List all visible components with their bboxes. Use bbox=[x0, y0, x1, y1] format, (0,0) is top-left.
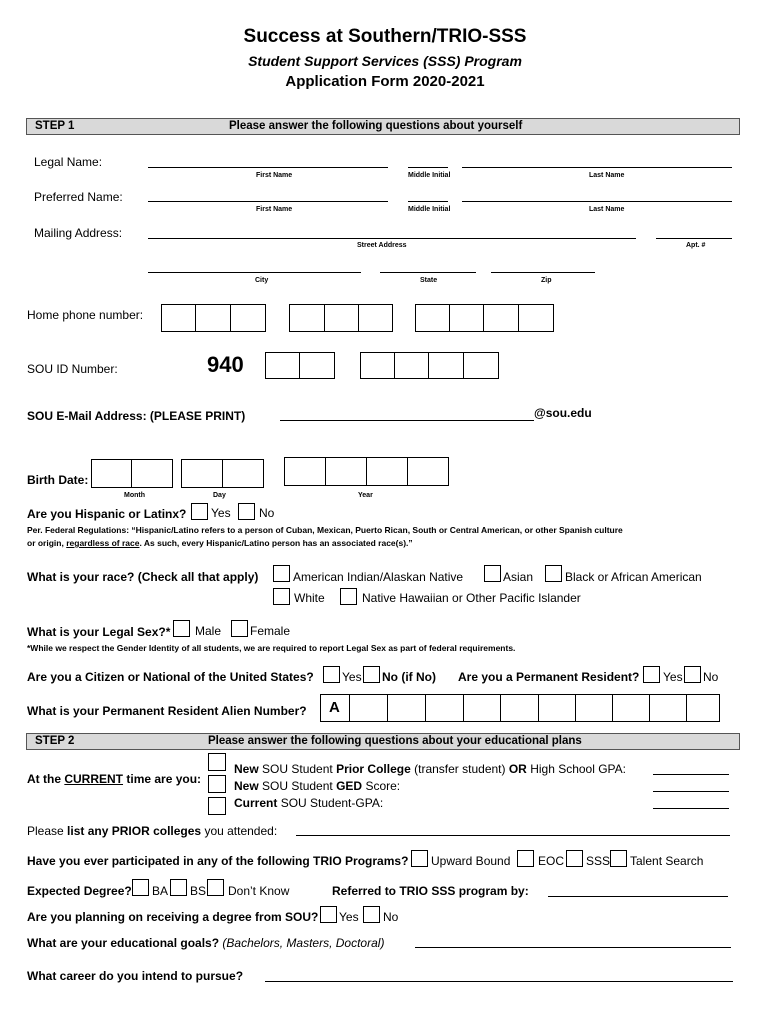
sex-female-label: Female bbox=[250, 624, 291, 638]
sou-id-digit-box[interactable] bbox=[394, 352, 429, 379]
birth-year-box[interactable] bbox=[407, 457, 449, 486]
degree-question: Expected Degree? bbox=[27, 884, 132, 898]
current-text: CURRENT bbox=[64, 772, 124, 786]
trio-upward-bound-checkbox[interactable] bbox=[411, 850, 428, 867]
sou-id-label: SOU ID Number: bbox=[27, 362, 118, 376]
alien-digit-box[interactable] bbox=[686, 694, 720, 722]
referred-label: Referred to TRIO SSS program by: bbox=[332, 884, 529, 898]
sou-id-digit-box[interactable] bbox=[428, 352, 464, 379]
phone-digit-box[interactable] bbox=[230, 304, 266, 332]
phone-digit-box[interactable] bbox=[518, 304, 554, 332]
birth-year-box[interactable] bbox=[325, 457, 367, 486]
legal-sex-question: What is your Legal Sex?* bbox=[27, 625, 171, 639]
phone-digit-box[interactable] bbox=[415, 304, 450, 332]
federal-regulation-note-cont bbox=[27, 538, 413, 548]
opt2-sou-student: SOU Student bbox=[262, 779, 333, 793]
race-question: What is your race? (Check all that apply) bbox=[27, 570, 259, 584]
phone-digit-box[interactable] bbox=[449, 304, 484, 332]
citizen-no-checkbox[interactable] bbox=[363, 666, 380, 683]
trio-talent-search-label: Talent Search bbox=[630, 854, 704, 868]
race-asian-label: Asian bbox=[503, 570, 534, 584]
race-white-label: White bbox=[294, 591, 325, 605]
planning-question: Are you planning on receiving a degree from SOU? bbox=[27, 910, 319, 924]
current-gpa-field[interactable] bbox=[653, 808, 729, 809]
citizen-yes-checkbox[interactable] bbox=[323, 666, 340, 683]
degree-bs-checkbox[interactable] bbox=[170, 879, 187, 896]
alien-digit-box[interactable] bbox=[463, 694, 501, 722]
legal-first-name-field[interactable] bbox=[148, 167, 388, 168]
alien-digit-box[interactable] bbox=[575, 694, 613, 722]
alien-prefix: A bbox=[329, 699, 340, 716]
form-title: Success at Southern/TRIO-SSS bbox=[243, 26, 527, 47]
phone-digit-box[interactable] bbox=[324, 304, 359, 332]
opt1-sou-student: SOU Student bbox=[262, 762, 333, 776]
sou-id-digit-box[interactable] bbox=[360, 352, 395, 379]
degree-dont-know-label: Don’t Know bbox=[228, 884, 290, 898]
prior-attended: you attended: bbox=[204, 824, 278, 838]
phone-digit-box[interactable] bbox=[161, 304, 196, 332]
alien-digit-box[interactable] bbox=[349, 694, 388, 722]
fed-reg-text-c: . As such, every Hispanic/Latino person has an associated race(s).” bbox=[139, 538, 413, 548]
email-suffix: @sou.edu bbox=[534, 406, 592, 420]
time-are-you-text: time are you: bbox=[126, 772, 202, 786]
trio-eoc-checkbox[interactable] bbox=[517, 850, 534, 867]
opt3-gpa: SOU Student-GPA: bbox=[280, 796, 384, 810]
planning-yes-label: Yes bbox=[339, 910, 359, 924]
alien-digit-box[interactable] bbox=[425, 694, 464, 722]
legal-middle-initial-field[interactable] bbox=[408, 167, 448, 168]
status-option-current bbox=[234, 796, 383, 810]
email-label-text: SOU E-Mail Address: bbox=[27, 409, 147, 423]
hs-gpa-field[interactable] bbox=[653, 774, 729, 775]
hispanic-question: Are you Hispanic or Latinx? bbox=[27, 507, 187, 521]
opt1-new: New bbox=[234, 762, 259, 776]
step1-bar bbox=[26, 118, 740, 135]
step2-label: STEP 2 bbox=[35, 735, 75, 747]
opt1-hs-gpa: High School GPA: bbox=[530, 762, 627, 776]
degree-ba-checkbox[interactable] bbox=[132, 879, 149, 896]
federal-regulation-note: Per. Federal Regulations: “Hispanic/Latino refers to a person of Cuban, Mexican, Puerto Rican, South or Central American, or other Spanish culture bbox=[27, 525, 623, 535]
sou-id-digit-box[interactable] bbox=[463, 352, 499, 379]
trio-sss-checkbox[interactable] bbox=[566, 850, 583, 867]
goals-question bbox=[27, 936, 384, 950]
opt2-ged: GED bbox=[336, 779, 363, 793]
race-asian-checkbox[interactable] bbox=[484, 565, 501, 582]
referred-by-field[interactable] bbox=[548, 896, 728, 897]
resident-no-checkbox[interactable] bbox=[684, 666, 701, 683]
phone-digit-box[interactable] bbox=[483, 304, 519, 332]
opt1-prior-college: Prior College bbox=[336, 762, 411, 776]
fed-reg-text-b: regardless of race bbox=[66, 538, 140, 548]
preferred-name-label: Preferred Name: bbox=[34, 190, 123, 204]
citizen-question: Are you a Citizen or National of the United States? bbox=[27, 670, 314, 684]
zip-caption: Zip bbox=[541, 277, 552, 284]
alien-digit-box[interactable] bbox=[500, 694, 539, 722]
first-name-caption: First Name bbox=[256, 172, 293, 179]
prior-list: list any PRIOR colleges bbox=[67, 824, 202, 838]
street-address-field[interactable] bbox=[148, 238, 636, 239]
opt2-score: Score: bbox=[365, 779, 401, 793]
apt-caption: Apt. # bbox=[686, 242, 706, 249]
resident-question: Are you a Permanent Resident? bbox=[458, 670, 640, 684]
form-subtitle: Student Support Services (SSS) Program bbox=[248, 53, 522, 69]
status-current-checkbox[interactable] bbox=[208, 797, 226, 815]
middle-initial-caption: Middle Initial bbox=[408, 172, 451, 179]
race-native-hawaiian-checkbox[interactable] bbox=[340, 588, 357, 605]
state-field[interactable] bbox=[380, 272, 476, 273]
hispanic-no-checkbox[interactable] bbox=[238, 503, 255, 520]
birth-month-box[interactable] bbox=[131, 459, 173, 488]
prior-colleges-field[interactable] bbox=[296, 835, 730, 836]
degree-bs-label: BS bbox=[190, 884, 207, 898]
opt1-or: OR bbox=[508, 762, 527, 776]
preferred-first-name-field[interactable] bbox=[148, 201, 388, 202]
city-field[interactable] bbox=[148, 272, 361, 273]
opt1-transfer: (transfer student) bbox=[414, 762, 506, 776]
hispanic-no-label: No bbox=[259, 506, 275, 520]
day-caption: Day bbox=[213, 492, 226, 499]
preferred-middle-initial-field[interactable] bbox=[408, 201, 448, 202]
status-option-transfer bbox=[234, 762, 626, 776]
prior-colleges-question bbox=[27, 824, 277, 838]
alien-digit-box[interactable] bbox=[649, 694, 687, 722]
birth-day-box[interactable] bbox=[222, 459, 264, 488]
planning-yes-checkbox[interactable] bbox=[320, 906, 337, 923]
planning-no-label: No bbox=[383, 910, 399, 924]
race-black-checkbox[interactable] bbox=[545, 565, 562, 582]
email-print-note: (PLEASE PRINT) bbox=[149, 409, 246, 423]
opt3-current: Current bbox=[234, 796, 278, 810]
year-caption: Year bbox=[358, 492, 373, 499]
street-address-caption: Street Address bbox=[357, 242, 407, 249]
legal-last-name-field[interactable] bbox=[462, 167, 732, 168]
trio-sss-label: SSS bbox=[586, 854, 611, 868]
apt-field[interactable] bbox=[656, 238, 732, 239]
first-name-caption: First Name bbox=[256, 206, 293, 213]
goals-hint: (Bachelors, Masters, Doctoral) bbox=[222, 936, 385, 950]
degree-dont-know-checkbox[interactable] bbox=[207, 879, 224, 896]
alien-digit-box[interactable] bbox=[612, 694, 650, 722]
preferred-last-name-field[interactable] bbox=[462, 201, 732, 202]
alien-number-question: What is your Permanent Resident Alien Number? bbox=[27, 704, 307, 718]
trio-eoc-label: EOC bbox=[538, 854, 565, 868]
step2-instruction: Please answer the following questions about your educational plans bbox=[208, 735, 582, 747]
opt2-new: New bbox=[234, 779, 259, 793]
sou-id-digit-box[interactable] bbox=[265, 352, 300, 379]
step1-label: STEP 1 bbox=[35, 120, 75, 132]
city-caption: City bbox=[255, 277, 269, 284]
state-caption: State bbox=[420, 277, 438, 284]
prior-please: Please bbox=[27, 824, 64, 838]
form-name: Application Form 2020-2021 bbox=[285, 73, 485, 90]
birth-year-box[interactable] bbox=[284, 457, 326, 486]
email-field[interactable] bbox=[280, 420, 534, 421]
resident-yes-label: Yes bbox=[663, 670, 683, 684]
race-black-label: Black or African American bbox=[565, 570, 702, 584]
race-white-checkbox[interactable] bbox=[273, 588, 290, 605]
step2-bar bbox=[26, 733, 740, 750]
citizen-yes-label: Yes bbox=[342, 670, 362, 684]
mailing-address-label: Mailing Address: bbox=[34, 226, 123, 240]
citizen-no-label: No (if No) bbox=[382, 670, 436, 684]
status-option-ged bbox=[234, 779, 400, 793]
status-new-transfer-checkbox[interactable] bbox=[208, 753, 226, 771]
month-caption: Month bbox=[124, 492, 145, 499]
resident-no-label: No bbox=[703, 670, 719, 684]
status-new-ged-checkbox[interactable] bbox=[208, 775, 226, 793]
sou-id-prefix: 940 bbox=[207, 352, 244, 377]
goals-question-text: What are your educational goals? bbox=[27, 936, 220, 950]
phone-digit-box[interactable] bbox=[195, 304, 231, 332]
alien-prefix-box bbox=[320, 694, 350, 722]
alien-digit-box[interactable] bbox=[538, 694, 576, 722]
sou-id-digit-box[interactable] bbox=[299, 352, 335, 379]
career-field[interactable] bbox=[265, 981, 733, 982]
ged-score-field[interactable] bbox=[653, 791, 729, 792]
home-phone-label: Home phone number: bbox=[27, 308, 144, 322]
goals-field[interactable] bbox=[415, 947, 731, 948]
email-label bbox=[27, 409, 245, 423]
last-name-caption: Last Name bbox=[589, 206, 625, 213]
degree-ba-label: BA bbox=[152, 884, 169, 898]
step1-instruction: Please answer the following questions about yourself bbox=[229, 120, 523, 132]
phone-digit-box[interactable] bbox=[289, 304, 325, 332]
race-american-indian-checkbox[interactable] bbox=[273, 565, 290, 582]
hispanic-yes-checkbox[interactable] bbox=[191, 503, 208, 520]
career-question: What career do you intend to pursue? bbox=[27, 969, 244, 983]
trio-talent-search-checkbox[interactable] bbox=[610, 850, 627, 867]
sex-male-checkbox[interactable] bbox=[173, 620, 190, 637]
race-native-hawaiian-label: Native Hawaiian or Other Pacific Islander bbox=[362, 591, 581, 605]
resident-yes-checkbox[interactable] bbox=[643, 666, 660, 683]
birth-date-label: Birth Date: bbox=[27, 473, 89, 487]
zip-field[interactable] bbox=[491, 272, 595, 273]
birth-month-box[interactable] bbox=[91, 459, 132, 488]
trio-upward-bound-label: Upward Bound bbox=[431, 854, 511, 868]
legal-name-label: Legal Name: bbox=[34, 155, 103, 169]
sex-male-label: Male bbox=[195, 624, 222, 638]
birth-year-box[interactable] bbox=[366, 457, 408, 486]
trio-question: Have you ever participated in any of the following TRIO Programs? bbox=[27, 854, 409, 868]
phone-digit-box[interactable] bbox=[358, 304, 393, 332]
planning-no-checkbox[interactable] bbox=[363, 906, 380, 923]
current-status-question bbox=[27, 772, 201, 786]
at-the-text: At the bbox=[27, 772, 61, 786]
last-name-caption: Last Name bbox=[589, 172, 625, 179]
fed-reg-text-a: or origin, bbox=[27, 538, 64, 548]
alien-digit-box[interactable] bbox=[387, 694, 426, 722]
birth-day-box[interactable] bbox=[181, 459, 223, 488]
legal-sex-note: *While we respect the Gender Identity of all students, we are required to report Legal Sex as part of federal requirements. bbox=[27, 643, 516, 653]
hispanic-yes-label: Yes bbox=[211, 506, 231, 520]
middle-initial-caption: Middle Initial bbox=[408, 206, 451, 213]
race-american-indian-label: American Indian/Alaskan Native bbox=[293, 570, 464, 584]
sex-female-checkbox[interactable] bbox=[231, 620, 248, 637]
